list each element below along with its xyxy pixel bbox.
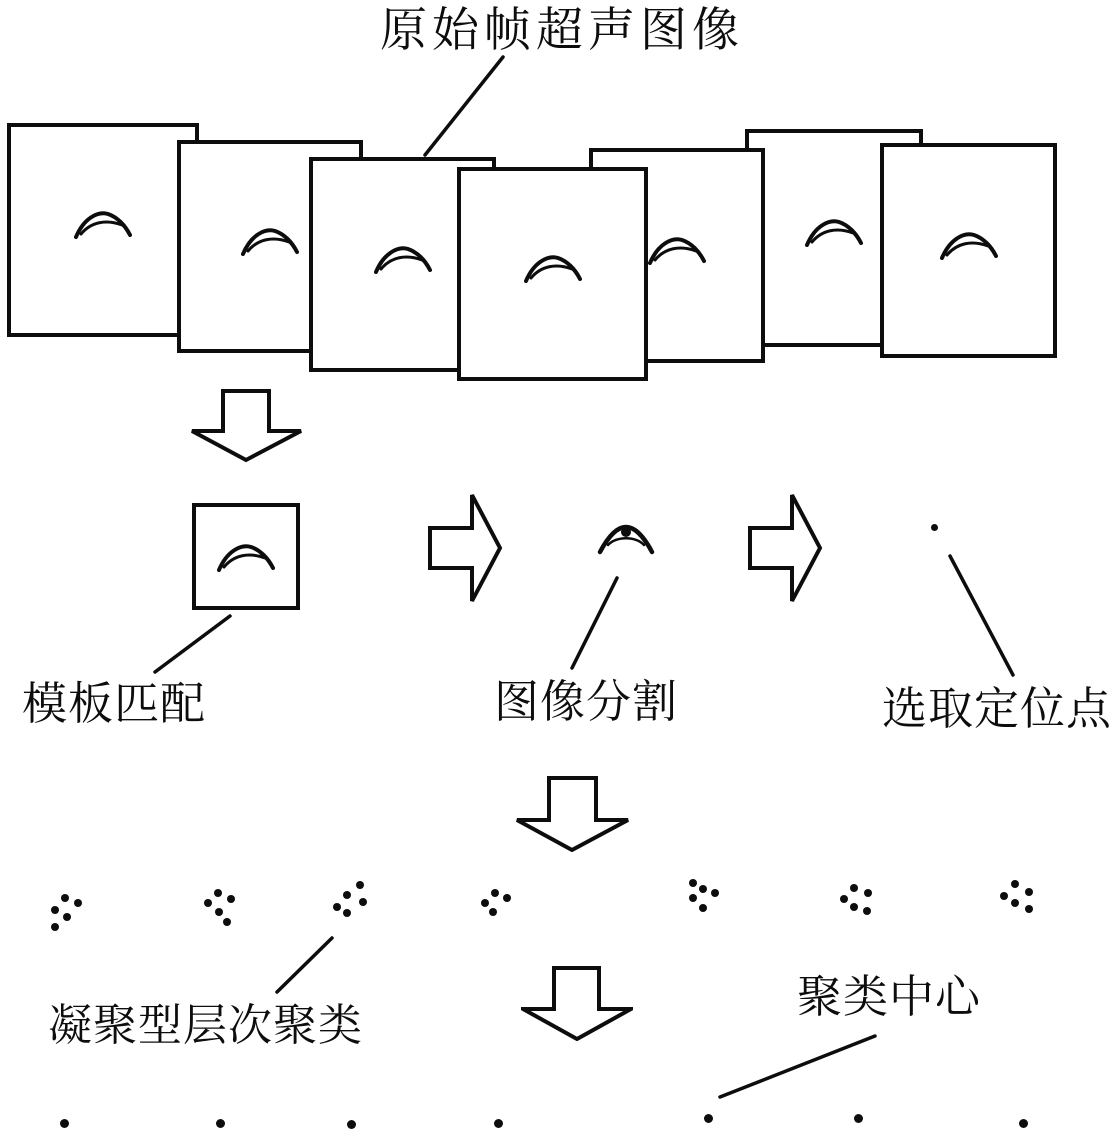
- dot-cluster: [999, 879, 1039, 925]
- ultrasound-curve-icon: [524, 253, 582, 283]
- anchor-point-dot: [931, 524, 938, 531]
- label-template-matching: 模板匹配: [22, 679, 207, 729]
- dot-cluster: [480, 888, 520, 934]
- cluster-center-dot: [216, 1119, 225, 1128]
- cluster-dot: [863, 907, 871, 915]
- cluster-dot: [63, 913, 71, 921]
- cluster-dot: [1011, 899, 1019, 907]
- down-arrow-icon: [515, 776, 630, 852]
- ultrasound-curve-icon: [74, 209, 132, 239]
- leader-line-title: [425, 57, 503, 155]
- leader-line-image-segmentation: [572, 578, 617, 668]
- cluster-center-dot: [347, 1120, 356, 1129]
- cluster-center-dot: [704, 1114, 713, 1123]
- down-arrow-icon: [521, 966, 633, 1041]
- down-arrow-icon: [190, 389, 303, 463]
- ultrasound-frame: [457, 167, 648, 381]
- dot-cluster: [688, 878, 728, 924]
- cluster-dot: [699, 904, 707, 912]
- cluster-dot: [840, 895, 848, 903]
- dot-cluster: [331, 880, 371, 926]
- ultrasound-curve-icon: [805, 217, 863, 247]
- cluster-dot: [333, 903, 341, 911]
- segmented-curve-icon: [597, 523, 655, 555]
- leader-line-clustering: [277, 938, 332, 992]
- label-image-segmentation: 图像分割: [494, 677, 679, 727]
- cluster-dot: [61, 894, 69, 902]
- right-arrow-icon: [748, 492, 823, 604]
- cluster-center-dot: [60, 1119, 69, 1128]
- ultrasound-curve-icon: [374, 244, 432, 274]
- cluster-dot: [689, 879, 697, 887]
- ultrasound-frame: [880, 143, 1057, 358]
- cluster-dot: [711, 889, 719, 897]
- cluster-dot: [215, 908, 223, 916]
- label-select-anchor-points: 选取定位点: [882, 684, 1113, 734]
- cluster-dot: [359, 898, 367, 906]
- cluster-dot: [1000, 892, 1008, 900]
- leader-line-template-matching: [155, 616, 230, 672]
- cluster-dot: [356, 881, 364, 889]
- template-square: [192, 503, 300, 610]
- ultrasound-curve-icon: [217, 541, 275, 573]
- cluster-dot: [223, 918, 231, 926]
- cluster-dot: [699, 885, 707, 893]
- cluster-dot: [51, 906, 59, 914]
- cluster-dot: [214, 889, 222, 897]
- cluster-dot: [481, 899, 489, 907]
- cluster-dot: [503, 894, 511, 902]
- cluster-dot: [227, 895, 235, 903]
- cluster-dot: [491, 889, 499, 897]
- cluster-dot: [343, 891, 351, 899]
- cluster-dot: [1025, 905, 1033, 913]
- cluster-dot: [1025, 888, 1033, 896]
- cluster-dot: [51, 923, 59, 931]
- cluster-dot: [864, 889, 872, 897]
- dot-cluster: [200, 888, 240, 934]
- cluster-dot: [489, 908, 497, 916]
- cluster-dot: [74, 899, 82, 907]
- cluster-center-dot: [854, 1114, 863, 1123]
- ultrasound-curve-icon: [241, 226, 299, 256]
- label-agglomerative-clustering: 凝聚型层次聚类: [48, 1001, 363, 1050]
- cluster-dot: [689, 894, 697, 902]
- ultrasound-frame: [7, 123, 199, 337]
- cluster-dot: [343, 909, 351, 917]
- cluster-dot: [850, 884, 858, 892]
- dot-cluster: [839, 883, 879, 929]
- cluster-dot: [204, 899, 212, 907]
- page-title: 原始帧超声图像: [380, 5, 744, 57]
- leader-line-cluster-center: [720, 1036, 875, 1097]
- label-cluster-center: 聚类中心: [797, 972, 982, 1022]
- right-arrow-icon: [428, 492, 503, 604]
- cluster-center-dot: [1019, 1119, 1028, 1128]
- cluster-dot: [1011, 880, 1019, 888]
- ultrasound-curve-icon: [940, 230, 998, 260]
- dot-cluster: [48, 890, 88, 936]
- cluster-center-dot: [494, 1119, 503, 1128]
- leader-line-select-anchor-points: [950, 556, 1013, 675]
- cluster-dot: [850, 903, 858, 911]
- ultrasound-curve-icon: [648, 235, 706, 265]
